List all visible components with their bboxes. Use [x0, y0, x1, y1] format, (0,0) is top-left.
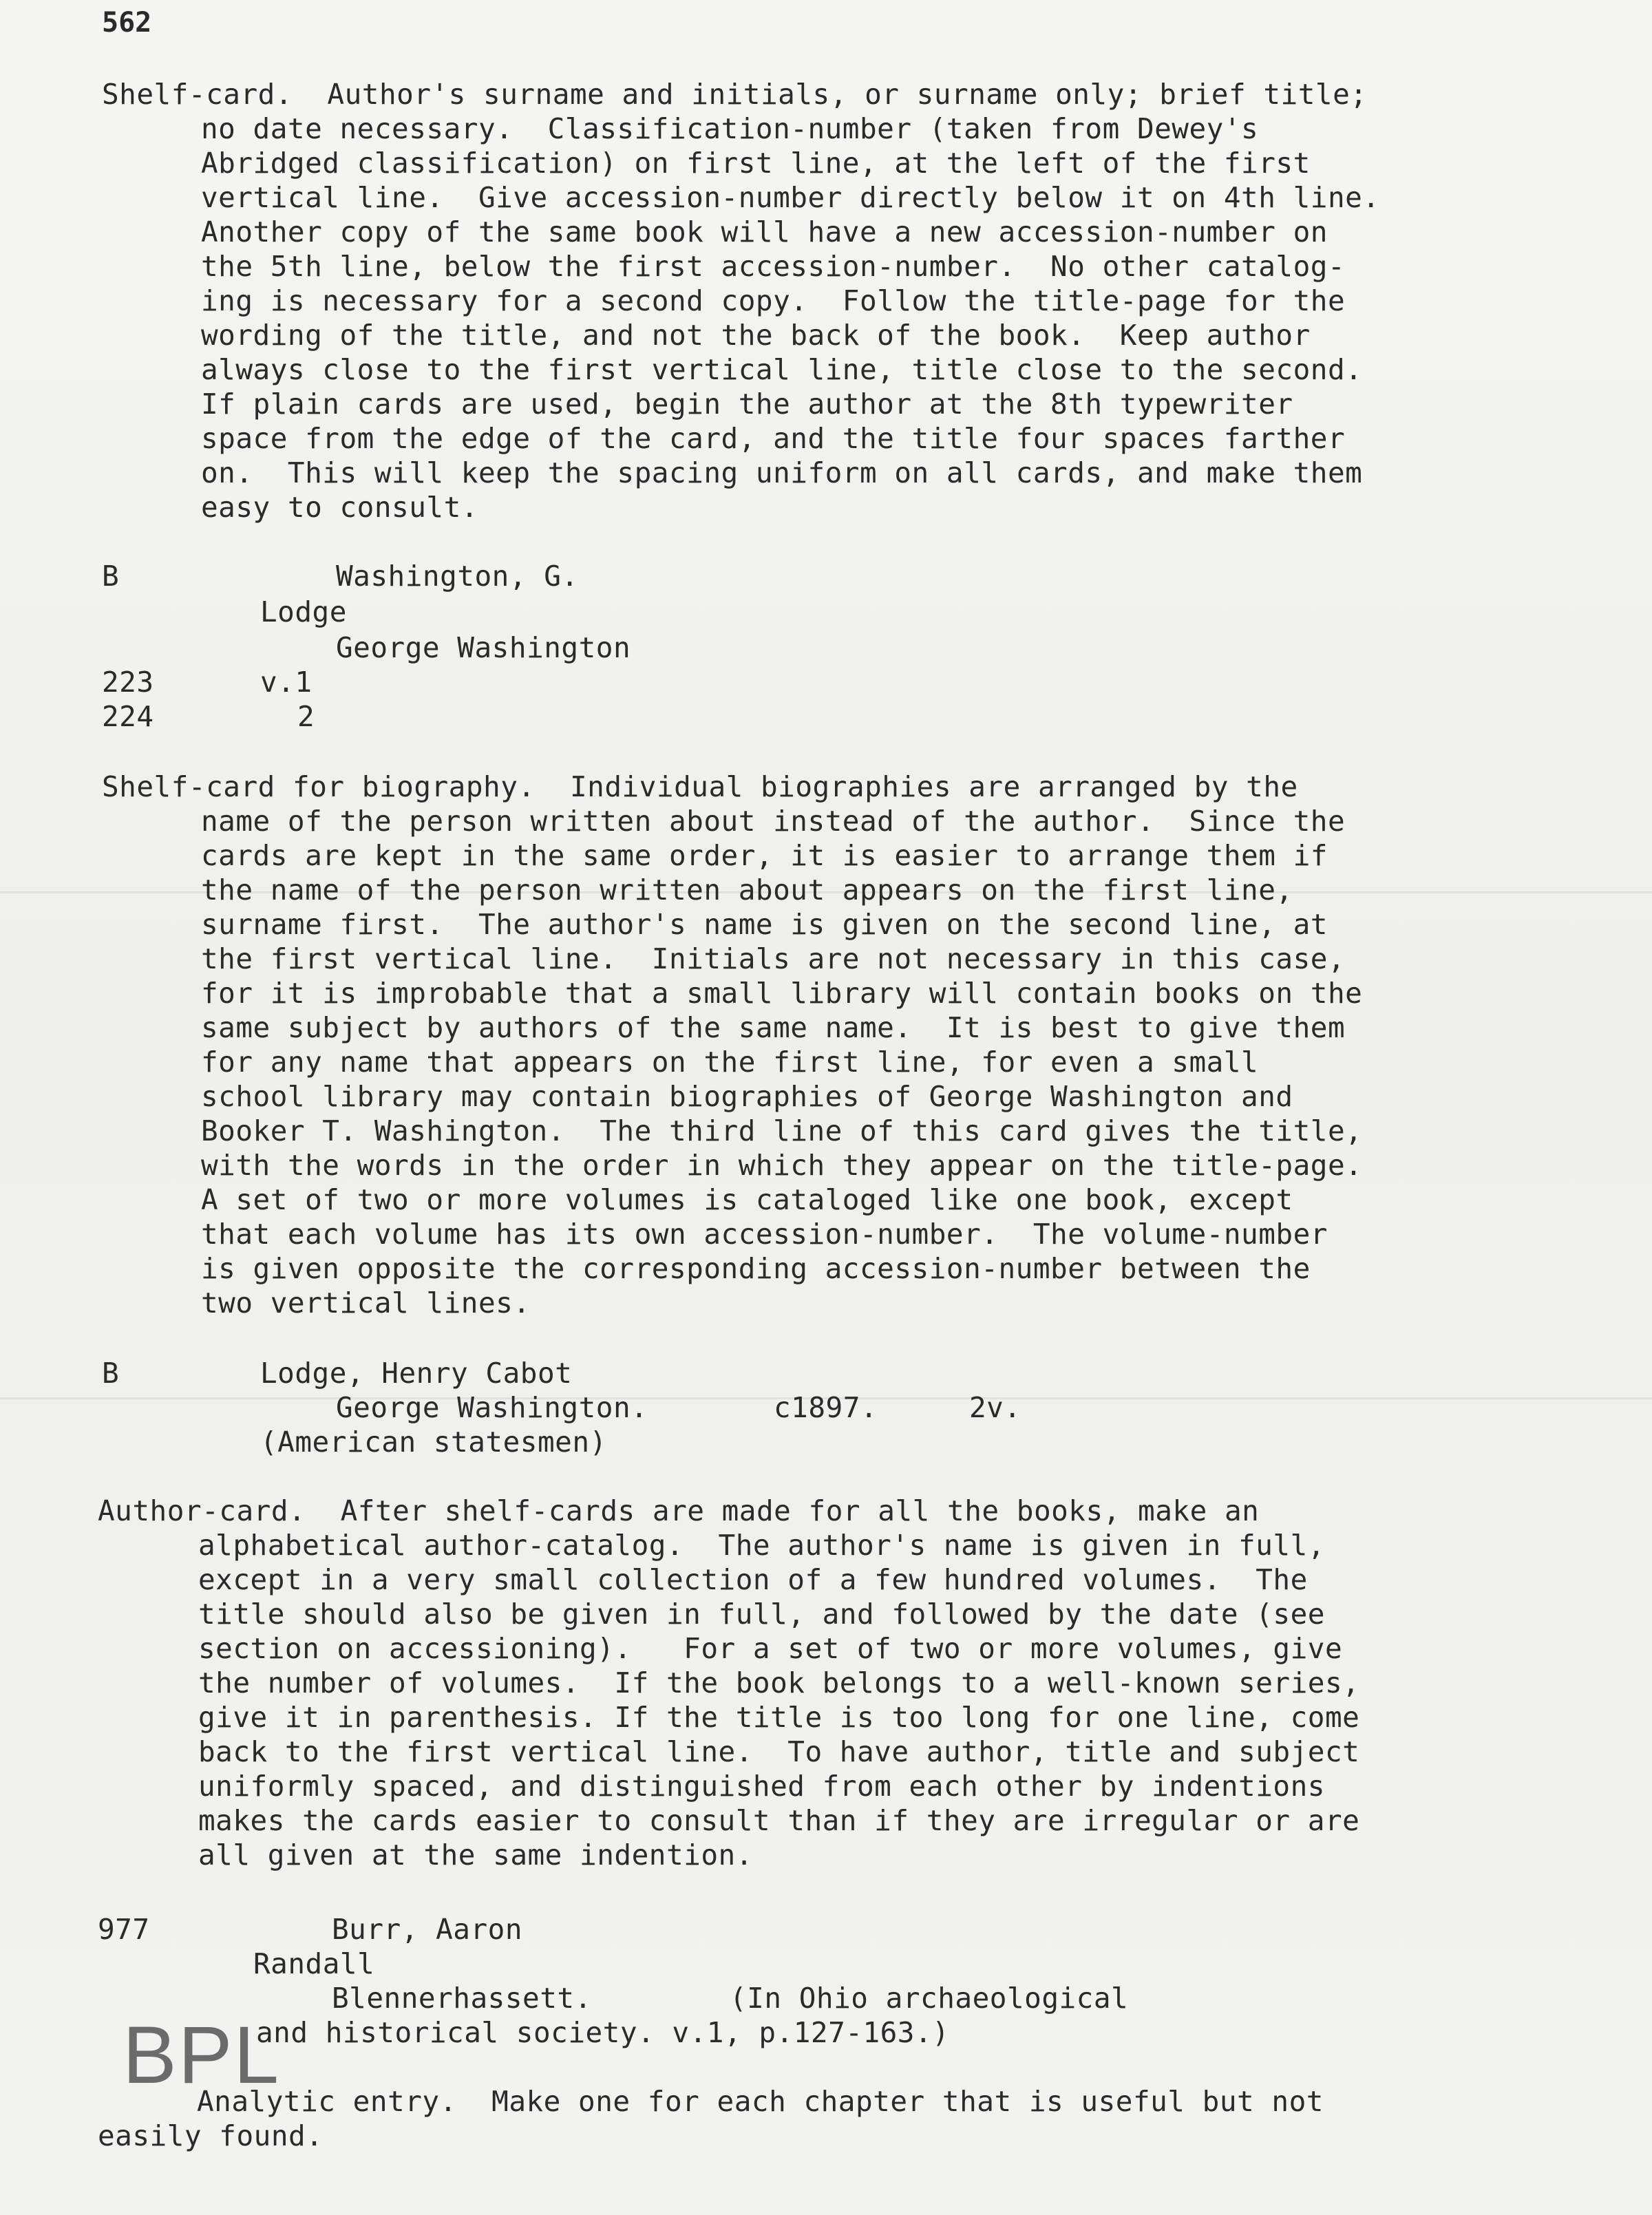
paragraph-line: Booker T. Washington. The third line of this card gives the title,: [201, 1114, 1363, 1147]
volume-number: 2: [297, 700, 315, 733]
paragraph-line: cards are kept in the same order, it is easier to arrange them if: [201, 839, 1328, 872]
paragraph-line: back to the first vertical line. To have author, title and subject: [198, 1735, 1360, 1768]
paragraph-line: name of the person written about instead of the author. Since the: [201, 805, 1346, 838]
paragraph-line: give it in parenthesis. If the title is too long for one line, come: [198, 1701, 1360, 1734]
class-number: B: [102, 560, 120, 593]
paragraph-lead: Author-card. After shelf-cards are made for all the books, make an: [98, 1494, 1260, 1527]
paragraph-line: makes the cards easier to consult than if they are irregular or are: [198, 1804, 1360, 1837]
card-title: Blennerhassett.: [332, 1982, 592, 2015]
paragraph-line: on. This will keep the spacing uniform on all cards, and make them: [201, 456, 1363, 489]
page-number: 562: [102, 7, 152, 39]
paragraph-line: If plain cards are used, begin the author at the 8th typewriter: [201, 388, 1293, 421]
paragraph-line: with the words in the order in which they appear on the title-page.: [201, 1149, 1363, 1182]
paragraph-line: A set of two or more volumes is cataloged like one book, except: [201, 1183, 1293, 1216]
paragraph-line: Another copy of the same book will have a new accession-number on: [201, 215, 1328, 248]
card-author: Randall: [253, 1947, 375, 1980]
class-number: B: [102, 1357, 120, 1390]
card-subject: Burr, Aaron: [332, 1913, 523, 1946]
bpl-watermark: BPL: [123, 2010, 281, 2101]
paragraph-line: title should also be given in full, and followed by the date (see: [198, 1598, 1325, 1631]
paragraph-line: the first vertical line. Initials are not necessary in this case,: [201, 942, 1346, 975]
paragraph-line: alphabetical author-catalog. The author's name is given in full,: [198, 1529, 1325, 1562]
card-title: George Washington: [336, 631, 631, 664]
paragraph-line: wording of the title, and not the back of the book. Keep author: [201, 319, 1311, 352]
paragraph-line: that each volume has its own accession-number. The volume-number: [201, 1218, 1328, 1251]
card-volumes: 2v.: [969, 1391, 1021, 1424]
paragraph-line: for any name that appears on the first line, for even a small: [201, 1046, 1259, 1079]
card-date: c1897.: [774, 1391, 878, 1424]
paragraph-line: Abridged classification) on first line, at the left of the first: [201, 147, 1311, 180]
paragraph-line: except in a very small collection of a few hundred volumes. The: [198, 1563, 1308, 1596]
paragraph-line: no date necessary. Classification-number (taken from Dewey's: [201, 112, 1259, 145]
paragraph-line: surname first. The author's name is given on the second line, at: [201, 908, 1328, 941]
accession-number: 224: [102, 700, 154, 733]
paragraph-line: the number of volumes. If the book belongs to a well-known series,: [198, 1666, 1360, 1699]
paragraph-line: ing is necessary for a second copy. Follow the title-page for the: [201, 284, 1346, 317]
volume-number: v.1: [260, 666, 313, 699]
card-series: (American statesmen): [260, 1426, 607, 1459]
card-author: Lodge: [260, 595, 347, 628]
paragraph-lead: Shelf-card for biography. Individual biographies are arranged by the: [102, 770, 1298, 803]
paragraph-line: easy to consult.: [201, 491, 478, 524]
paragraph-line: easily found.: [98, 2119, 324, 2152]
card-title: George Washington.: [336, 1391, 648, 1424]
paragraph-line: uniformly spaced, and distinguished from each other by indentions: [198, 1770, 1325, 1803]
paragraph-line: the name of the person written about appears on the first line,: [201, 873, 1293, 907]
paragraph-line: space from the edge of the card, and the title four spaces farther: [201, 422, 1346, 455]
card-subject: Washington, G.: [336, 560, 579, 593]
paragraph-line: for it is improbable that a small library will contain books on the: [201, 977, 1363, 1010]
class-number: 977: [98, 1913, 150, 1946]
card-note-continued: and historical society. v.1, p.127-163.): [256, 2016, 950, 2049]
paragraph-line: always close to the first vertical line, title close to the second.: [201, 353, 1363, 386]
paragraph-line: the 5th line, below the first accession-number. No other catalog-: [201, 250, 1346, 283]
paragraph-line: same subject by authors of the same name. It is best to give them: [201, 1011, 1346, 1044]
paragraph-lead: Analytic entry. Make one for each chapter that is useful but not: [197, 2085, 1324, 2118]
paragraph-line: vertical line. Give accession-number directly below it on 4th line.: [201, 181, 1380, 214]
paragraph-line: section on accessioning). For a set of two or more volumes, give: [198, 1632, 1343, 1665]
paragraph-lead: Shelf-card. Author's surname and initials, or surname only; brief title;: [102, 78, 1368, 111]
accession-number: 223: [102, 666, 154, 699]
paragraph-line: all given at the same indention.: [198, 1838, 753, 1872]
card-note: (In Ohio archaeological: [730, 1982, 1129, 2015]
paragraph-line: is given opposite the corresponding accession-number between the: [201, 1252, 1311, 1285]
card-author: Lodge, Henry Cabot: [260, 1357, 573, 1390]
paragraph-line: school library may contain biographies of George Washington and: [201, 1080, 1293, 1113]
paragraph-line: two vertical lines.: [201, 1286, 531, 1320]
